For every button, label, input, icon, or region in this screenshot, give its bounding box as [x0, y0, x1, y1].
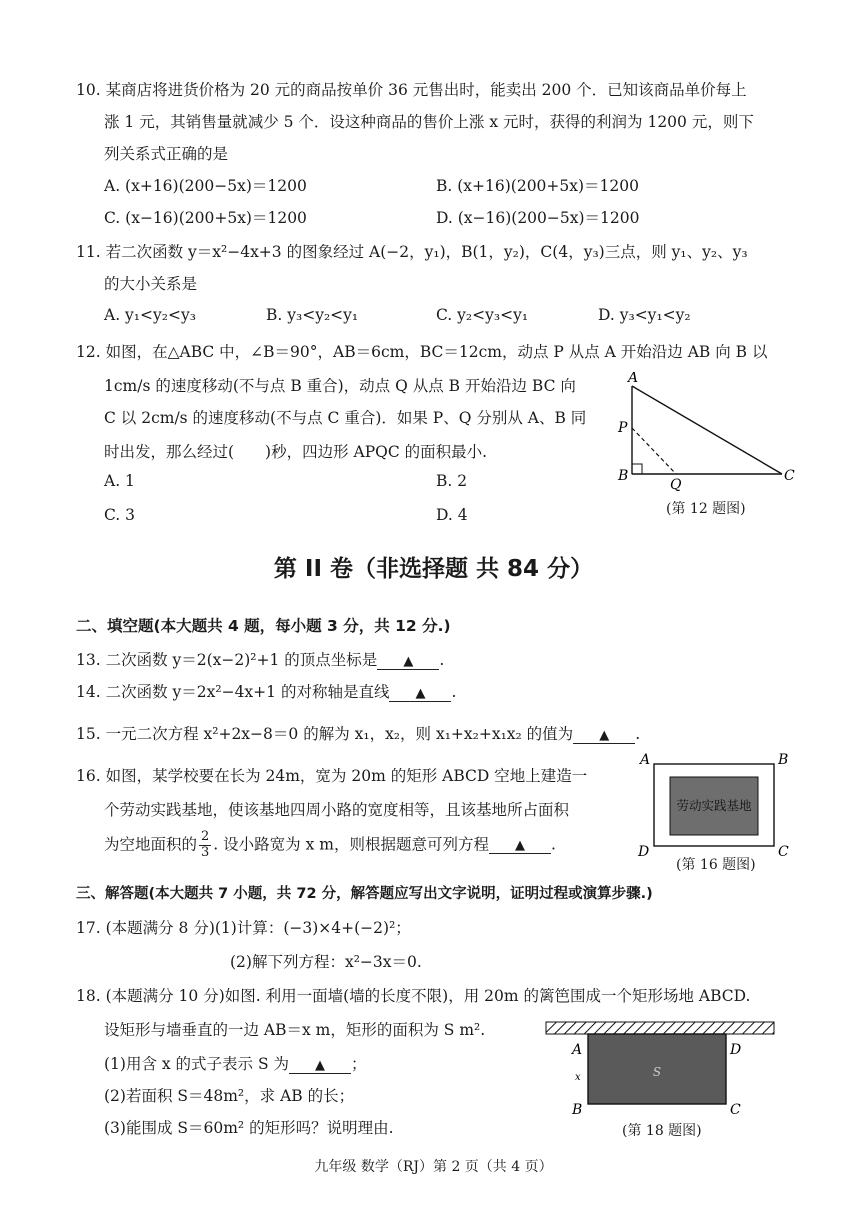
q18-blank-mark: ▲: [315, 1058, 326, 1073]
q16-figure: [634, 752, 794, 860]
q16-line3-pre: 为空地面积的: [104, 835, 198, 854]
q10-line1: 10. 某商店将进货价格为 20 元的商品按单价 36 元售出时，能卖出 200 个．已知该商品单价每上: [76, 81, 747, 99]
q12-fig-label-c: C: [784, 468, 795, 484]
q10-option-d: D. (x−16)(200−5x)＝1200: [436, 209, 640, 227]
q15-blank-mark: ▲: [599, 728, 610, 743]
q17-line1: 17. (本题满分 8 分)(1)计算：(−3)×4+(−2)²；: [76, 919, 411, 937]
q16-line3: [104, 830, 556, 861]
q18-fig-label-d: D: [730, 1042, 742, 1058]
q11-option-a: A. y₁<y₂<y₃: [104, 306, 196, 324]
section-ii-title: 第 II 卷（非选择题 共 84 分）: [273, 556, 594, 582]
q12-option-c: C. 3: [104, 506, 136, 524]
q16-line2: 个劳动实践基地，使该基地四周小路的宽度相等，且该基地所占面积: [104, 801, 570, 819]
q16-blank: [489, 837, 551, 854]
page-footer: 九年级 数学（RJ）第 2 页（共 4 页）: [314, 1159, 553, 1175]
q13-end: .: [439, 651, 445, 669]
q13-blank: [377, 653, 439, 670]
q16-fig-label-a: A: [640, 752, 651, 768]
q18-sub1-end: ；: [351, 1055, 367, 1073]
q10-option-c: C. (x−16)(200+5x)＝1200: [104, 209, 307, 227]
q12-option-d: D. 4: [436, 506, 468, 524]
q18-fig-label-b: B: [572, 1102, 583, 1116]
q12-fig-caption: (第 12 题图): [666, 501, 746, 517]
q13: [76, 648, 444, 670]
q12-figure: [610, 372, 795, 492]
q18-fig-label-a: A: [572, 1042, 583, 1058]
q12-option-a: A. 1: [104, 472, 135, 490]
q10-line3: 列关系式正确的是: [104, 145, 229, 163]
q11-option-b: B. y₃<y₂<y₁: [266, 306, 359, 324]
q18-sub1: [104, 1052, 367, 1074]
q15: [76, 722, 640, 744]
q12-fig-label-b: B: [618, 468, 629, 484]
q12-fig-label-q: Q: [670, 477, 682, 492]
q16-blank-mark: ▲: [514, 838, 525, 854]
q14-end: .: [451, 683, 457, 701]
q18-fig-label-x: x: [575, 1072, 581, 1083]
q10-option-b: B. (x+16)(200+5x)＝1200: [436, 177, 640, 195]
q18-sub2: (2)若面积 S＝48m²，求 AB 的长；: [104, 1087, 355, 1105]
q14-blank-mark: ▲: [415, 686, 426, 701]
q18-figure: [540, 1018, 780, 1116]
q16-fig-label-b: B: [778, 752, 789, 768]
q11-option-d: D. y₃<y₁<y₂: [598, 306, 691, 324]
q13-blank-mark: ▲: [403, 654, 414, 669]
q16-line1: 16. 如图，某学校要在长为 24m，宽为 20m 的矩形 ABCD 空地上建造一: [76, 767, 588, 785]
q16-fig-label-d: D: [638, 844, 650, 860]
q18-line2: 设矩形与墙垂直的一边 AB＝x m，矩形的面积为 S m².: [104, 1021, 486, 1039]
q12-line4: 时出发，那么经过( )秒，四边形 APQC 的面积最小.: [104, 443, 488, 461]
q16-fig-inner-label: 劳动实践基地: [676, 798, 752, 813]
q12-line1: 12. 如图，在△ABC 中，∠B＝90°，AB＝6cm，BC＝12cm，动点 P 从点 A 开始沿边 AB 向 B 以: [76, 343, 768, 361]
q15-text: 15. 一元二次方程 x²+2x−8＝0 的解为 x₁，x₂，则 x₁+x₂+x₁x₂ 的值为: [76, 725, 574, 743]
q13-text: 13. 二次函数 y＝2(x−2)²+1 的顶点坐标是: [76, 651, 378, 669]
q14: [76, 680, 456, 702]
q10-line2: 涨 1 元，其销售量就减少 5 个．设这种商品的售价上涨 x 元时，获得的利润为 1200 元，则下: [104, 113, 754, 131]
q18-fig-label-c: C: [730, 1102, 741, 1116]
wall: [546, 1022, 774, 1034]
q16-fig-caption: (第 16 题图): [676, 857, 756, 873]
q11-line2: 的大小关系是: [104, 275, 198, 293]
q16-fraction: [199, 830, 211, 861]
q15-end: .: [635, 725, 641, 743]
q18-fig-label-s: S: [652, 1065, 662, 1079]
q14-text: 14. 二次函数 y＝2x²−4x+1 的对称轴是直线: [76, 683, 390, 701]
q11-line1: 11. 若二次函数 y＝x²−4x+3 的图象经过 A(−2，y₁)，B(1，y₂)，C(4，y₃)三点，则 y₁、y₂、y₃: [76, 243, 748, 261]
q12-line2: 1cm/s 的速度移动(不与点 B 重合)，动点 Q 从点 B 开始沿边 BC 向: [104, 377, 576, 395]
q15-blank: [573, 727, 635, 744]
q12-option-b: B. 2: [436, 472, 468, 490]
q16-fig-label-c: C: [778, 844, 789, 860]
q16-end: .: [550, 835, 556, 854]
q18-sub3: (3)能围成 S＝60m² 的矩形吗？说明理由.: [104, 1119, 394, 1137]
q18-blank: [289, 1057, 351, 1074]
q17-line2: (2)解下列方程：x²−3x＝0.: [230, 953, 422, 971]
q11-option-c: C. y₂<y₃<y₁: [436, 306, 529, 324]
q10-option-a: A. (x+16)(200−5x)＝1200: [104, 177, 307, 195]
q16-frac-num: 2: [201, 829, 210, 844]
part2-heading: 二、填空题(本大题共 4 题，每小题 3 分，共 12 分.): [76, 617, 451, 635]
q18-sub1-text: (1)用含 x 的式子表示 S 为: [104, 1055, 290, 1073]
q16-frac-den: 3: [201, 844, 210, 860]
q12-fig-label-a: A: [628, 372, 639, 386]
q14-blank: [389, 685, 451, 702]
q18-fig-caption: (第 18 题图): [622, 1123, 702, 1139]
q16-line3-post: . 设小路宽为 x m，则根据题意可列方程: [213, 835, 489, 854]
q12-line3: C 以 2cm/s 的速度移动(不与点 C 重合)．如果 P、Q 分别从 A、B 同: [104, 409, 587, 427]
part3-heading: 三、解答题(本大题共 7 小题，共 72 分，解答题应写出文字说明，证明过程或演算步骤.): [76, 886, 653, 902]
q12-fig-label-p: P: [618, 420, 628, 436]
q18-line1: 18. (本题满分 10 分)如图. 利用一面墙(墙的长度不限)，用 20m 的篱笆围成一个矩形场地 ABCD.: [76, 987, 751, 1005]
